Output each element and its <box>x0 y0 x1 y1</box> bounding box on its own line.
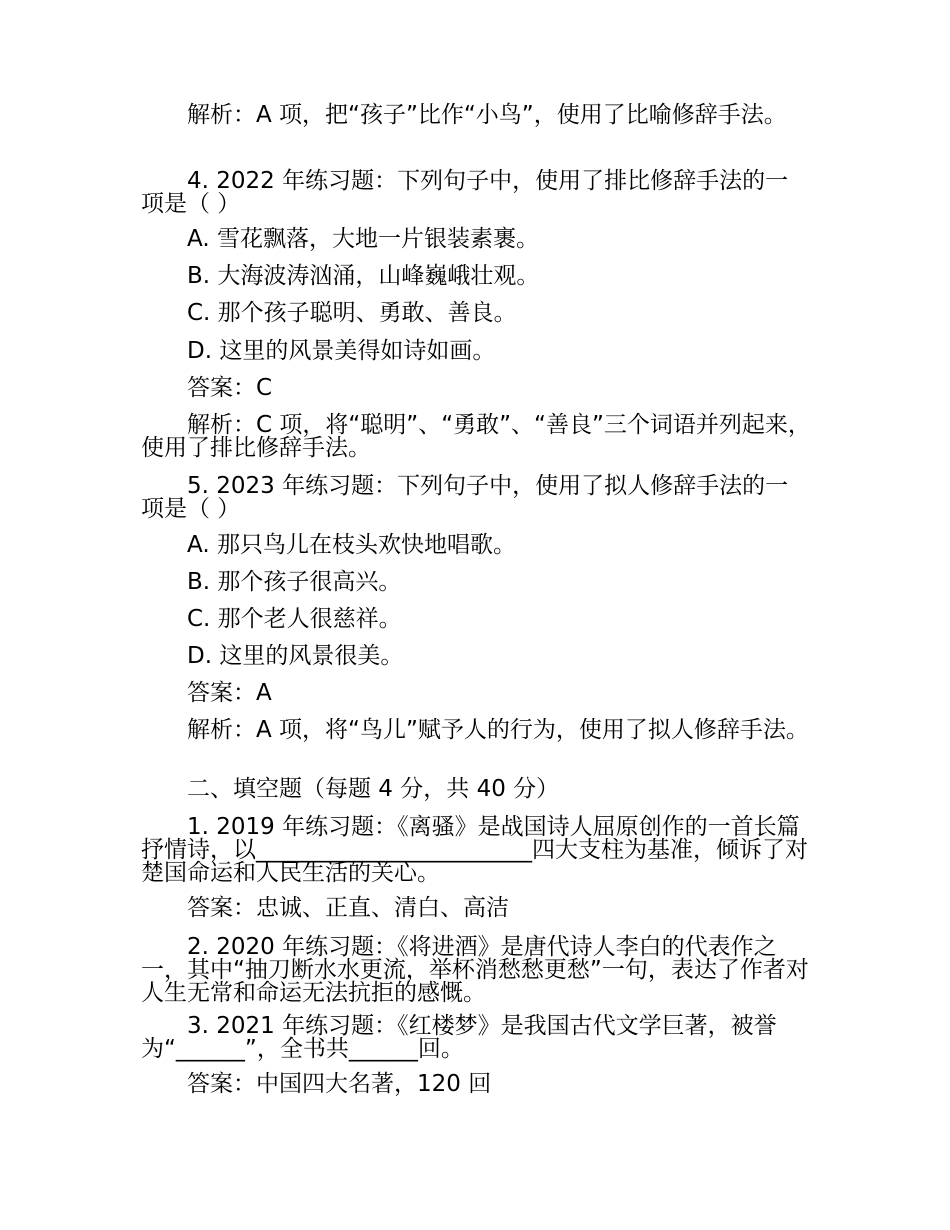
fill-question-3: 3. 2021 年练习题：《红楼梦》是我国古代文学巨著，被誉为“______”，全书共______回。 <box>141 1013 777 1062</box>
q5-option-a: A. 那只鸟儿在枝头欢快地唱歌。 <box>187 532 516 558</box>
fill-q3-answer: 答案：中国四大名著，120 回 <box>187 1071 492 1097</box>
question-4-stem: 4. 2022 年练习题：下列句子中，使用了排比修辞手法的一项是（ ） <box>141 168 789 217</box>
fill-question-2: 2. 2020 年练习题：《将进酒》是唐代诗人李白的代表作之一，其中“抽刀断水水更流，举杯消愁愁更愁”一句，表达了作者对人生无常和命运无法抗拒的感慨。 <box>141 934 809 1006</box>
q4-option-a: A. 雪花飘落，大地一片银装素裹。 <box>187 226 539 252</box>
q5-option-c: C. 那个老人很慈祥。 <box>187 606 402 632</box>
q5-option-d: D. 这里的风景很美。 <box>187 643 404 669</box>
q4-answer: 答案：C <box>187 375 273 401</box>
fill-q1-answer: 答案：忠诚、正直、清白、高洁 <box>187 895 509 921</box>
q5-answer: 答案：A <box>187 680 272 706</box>
analysis-paragraph: 解析：A 项，把“孩子”比作“小鸟”，使用了比喻修辞手法。 <box>187 102 787 128</box>
q4-option-c: C. 那个孩子聪明、勇敢、善良。 <box>187 300 517 326</box>
q5-analysis: 解析：A 项，将“鸟儿”赋予人的行为，使用了拟人修辞手法。 <box>187 717 809 743</box>
question-5-stem: 5. 2023 年练习题：下列句子中，使用了拟人修辞手法的一项是（ ） <box>141 473 789 522</box>
q4-option-b: B. 大海波涛汹涌，山峰巍峨壮观。 <box>187 263 540 289</box>
section-heading-fill-blank: 二、填空题（每题 4 分，共 40 分） <box>187 776 560 802</box>
q5-option-b: B. 那个孩子很高兴。 <box>187 569 402 595</box>
q4-option-d: D. 这里的风景美得如诗如画。 <box>187 338 496 364</box>
fill-question-1: 1. 2019 年练习题：《离骚》是战国诗人屈原创作的一首长篇抒情诗，以________________________四大支柱为基准，倾诉了对楚国命运和人民生活的关心。 <box>141 814 808 886</box>
q4-analysis: 解析：C 项，将“聪明”、“勇敢”、“善良”三个词语并列起来，使用了排比修辞手法。 <box>141 412 811 461</box>
